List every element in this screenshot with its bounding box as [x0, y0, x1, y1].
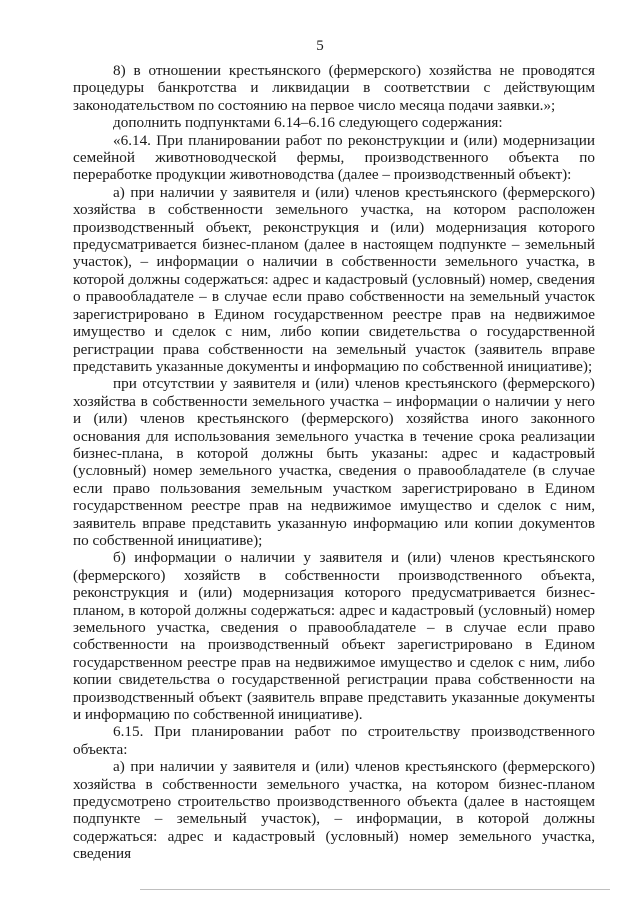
- paragraph-6-14-a-absent: при отсутствии у заявителя и (или) членов крестьянского (фермерского) хозяйства в собственности земельного участка – информации о наличии у него и (или) членов крестьянского (фермерского) хозяйства иного законного основания для использования земельного участка в течение срока реализации бизнес-плана, в которой должны быть указаны: адрес и кадастровый (условный) номер земельного участка, сведения о правообладателе (в случае если право пользования земельным участком зарегистрировано в Едином государственном реестре прав на недвижимое имущество и сделок с ним, заявитель вправе представить указанную информацию или копии документов по собственной инициативе);: [73, 375, 595, 549]
- scan-artifact-line: [140, 889, 610, 890]
- paragraph-item-8: 8) в отношении крестьянского (фермерского) хозяйства не проводятся процедуры банкротства и ликвидации в соответствии с действующим законодательством по состоянию на первое число месяца подачи заявки.»;: [73, 62, 595, 114]
- paragraph-6-14-a: а) при наличии у заявителя и (или) членов крестьянского (фермерского) хозяйства в собственности земельного участка, на котором расположен производственный объект, реконструкция и (или) модернизация которого предусматривается бизнес-планом (далее в настоящем подпункте – земельный участок), – информации о наличии в собственности земельного участка, в которой должны содержаться: адрес и кадастровый (условный) номер, сведения о правообладателе – в случае если право собственности на земельный участок зарегистрировано в Едином государственном реестре прав на недвижимое имущество и сделок с ним, либо копии свидетельства о государственной регистрации права собственности на земельный участок (заявитель вправе представить указанные документы и информацию по собственной инициативе);: [73, 183, 595, 375]
- page-number: 5: [316, 38, 324, 54]
- paragraph-6-15-a: а) при наличии у заявителя и (или) членов крестьянского (фермерского) хозяйства в собственности земельного участка, на котором бизнес-планом предусмотрено строительство производственного объекта (далее в настоящем подпункте – земельный участок), – информации, в которой должны содержаться: адрес и кадастровый (условный) номер земельного участка, сведения: [73, 758, 595, 863]
- paragraph-6-14: «6.14. При планировании работ по реконструкции и (или) модернизации семейной животноводческой фермы, производственного объекта по переработке продукции животноводства (далее – производственный объект):: [73, 131, 595, 184]
- paragraph-6-15: 6.15. При планировании работ по строительству производственного объекта:: [73, 723, 595, 758]
- document-body: [73, 62, 595, 863]
- paragraph-amendment-intro: дополнить подпунктами 6.14–6.16 следующего содержания:: [113, 114, 503, 132]
- paragraph-6-14-b: б) информации о наличии у заявителя и (или) членов крестьянского (фермерского) хозяйств в собственности производственного объекта, реконструкция и (или) модернизация которого предусматривается бизнес-планом, в которой должны содержаться: адрес и кадастровый (условный) номер земельного участка, сведения о правообладателе – в случае если право собственности на производственный объект зарегистрировано в Едином государственном реестре прав на недвижимое имущество и сделок с ним, либо копии свидетельства о государственной регистрации права собственности на производственный объект (заявитель вправе представить указанные документы и информацию по собственной инициативе).: [73, 549, 595, 724]
